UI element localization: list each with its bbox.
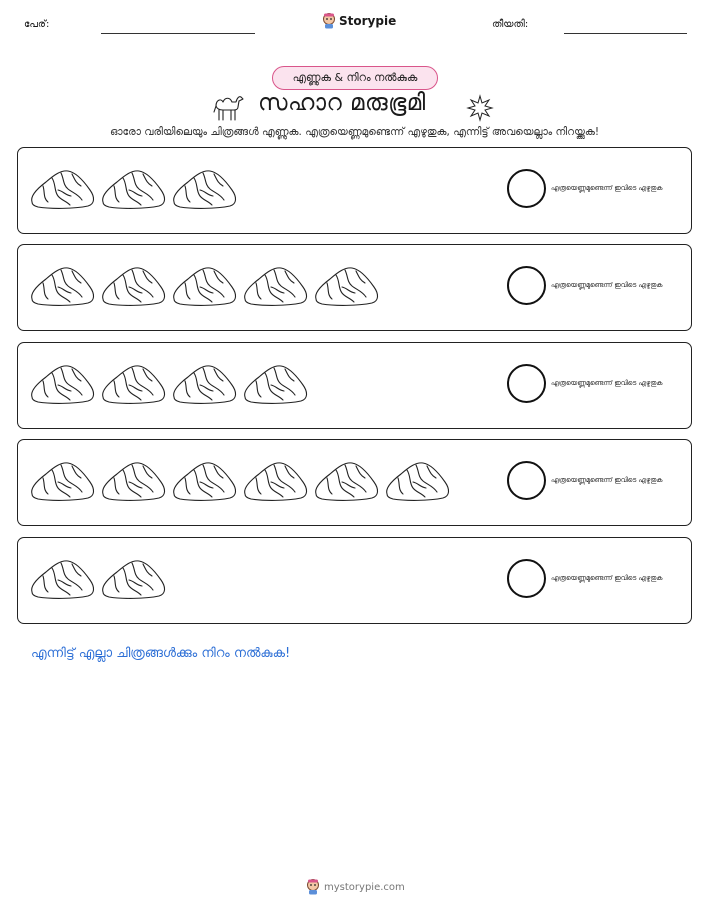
counting-row xyxy=(17,537,692,624)
page-title: സഹാറ മരുഭൂമി xyxy=(258,90,426,116)
footer xyxy=(306,879,405,895)
answer-hint: എത്രയെണ്ണമുണ്ടെന്ന് ഇവിടെ എഴുതുക xyxy=(551,184,663,192)
sand-dune-icon xyxy=(99,164,170,214)
date-line[interactable] xyxy=(564,33,687,34)
sand-dune-icon xyxy=(312,261,383,311)
picture-group xyxy=(28,261,383,311)
sand-dune-icon xyxy=(241,261,312,311)
answer-hint: എത്രയെണ്ണമുണ്ടെന്ന് ഇവിടെ എഴുതുക xyxy=(551,476,663,484)
answer-hint: എത്രയെണ്ണമുണ്ടെന്ന് ഇവിടെ എഴുതുക xyxy=(551,574,663,582)
storypie-mascot-icon xyxy=(306,879,320,895)
camel-icon xyxy=(212,92,246,122)
sand-dune-icon xyxy=(170,456,241,506)
picture-group xyxy=(28,554,170,604)
counting-row xyxy=(17,147,692,234)
sand-dune-icon xyxy=(170,164,241,214)
answer-hint: എത്രയെണ്ണമുണ്ടെന്ന് ഇവിടെ എഴുതുക xyxy=(551,281,663,289)
counting-row xyxy=(17,342,692,429)
name-label: പേര്: xyxy=(24,19,50,30)
sand-dune-icon xyxy=(28,456,99,506)
name-line[interactable] xyxy=(101,33,255,34)
sand-dune-icon xyxy=(28,359,99,409)
storypie-logo xyxy=(322,13,396,29)
counting-row xyxy=(17,244,692,331)
picture-group xyxy=(28,164,241,214)
title-row xyxy=(0,88,709,126)
answer-circle[interactable] xyxy=(507,266,546,305)
sand-dune-icon xyxy=(170,261,241,311)
sand-dune-icon xyxy=(99,456,170,506)
sand-dune-icon xyxy=(99,554,170,604)
answer-circle[interactable] xyxy=(507,364,546,403)
instruction-text: ഓരോ വരിയിലെയും ചിത്രങ്ങൾ എണ്ണുക. എത്രയെണ്ണമുണ്ടെന്ന് എഴുതുക, എന്നിട്ട് അവയെല്ലാം നിറയ്ക്കുക! xyxy=(109,126,600,138)
sand-dune-icon xyxy=(28,554,99,604)
counting-row xyxy=(17,439,692,526)
sand-dune-icon xyxy=(99,261,170,311)
star-icon xyxy=(466,94,494,122)
sand-dune-icon xyxy=(99,359,170,409)
brand-name: Storypie xyxy=(339,14,397,28)
picture-group xyxy=(28,456,454,506)
footer-url: mystorypie.com xyxy=(324,881,405,893)
sand-dune-icon xyxy=(28,261,99,311)
sand-dune-icon xyxy=(383,456,454,506)
sand-dune-icon xyxy=(28,164,99,214)
sand-dune-icon xyxy=(241,456,312,506)
storypie-mascot-icon xyxy=(322,13,336,29)
answer-circle[interactable] xyxy=(507,559,546,598)
sand-dune-icon xyxy=(312,456,383,506)
date-label: തീയതി: xyxy=(492,19,529,30)
answer-circle[interactable] xyxy=(507,461,546,500)
answer-hint: എത്രയെണ്ണമുണ്ടെന്ന് ഇവിടെ എഴുതുക xyxy=(551,379,663,387)
closing-instruction: എന്നിട്ട് എല്ലാ ചിത്രങ്ങൾക്കും നിറം നൽകുക! xyxy=(31,646,291,661)
picture-group xyxy=(28,359,312,409)
activity-badge: എണ്ണുക & നിറം നൽകുക xyxy=(272,66,438,90)
answer-circle[interactable] xyxy=(507,169,546,208)
sand-dune-icon xyxy=(241,359,312,409)
sand-dune-icon xyxy=(170,359,241,409)
